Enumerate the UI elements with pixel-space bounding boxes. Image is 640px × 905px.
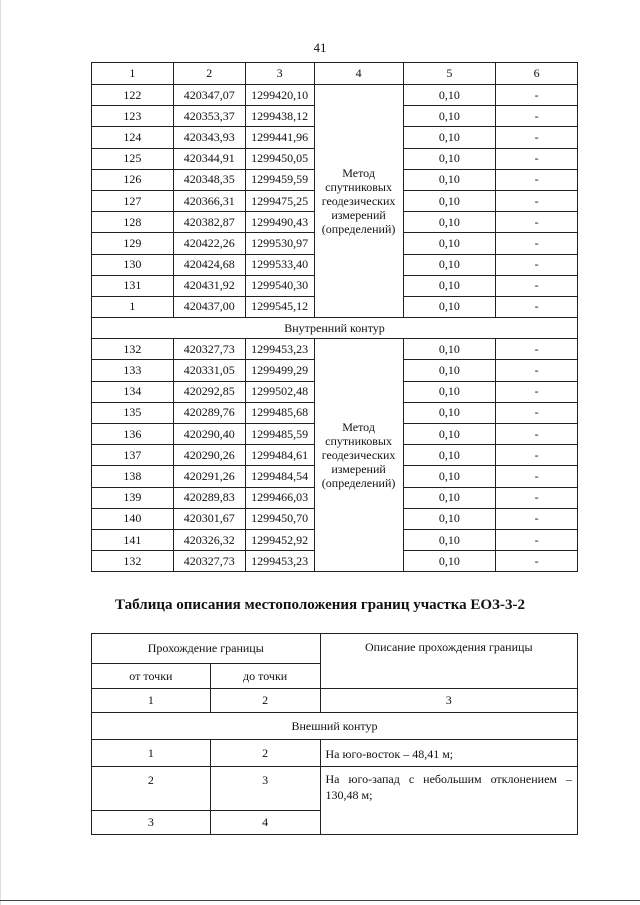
point-number: 1 <box>92 296 174 317</box>
coordinate-x: 420347,07 <box>173 85 245 106</box>
point-number: 136 <box>92 424 174 445</box>
accuracy: 0,10 <box>403 445 496 466</box>
note: - <box>496 529 578 550</box>
accuracy: 0,10 <box>403 487 496 508</box>
page-edge-mark <box>0 0 1 905</box>
coordinate-y: 1299484,54 <box>245 466 314 487</box>
coordinate-x: 420292,85 <box>173 381 245 402</box>
coordinate-y: 1299453,23 <box>245 339 314 360</box>
boundary-description: На юго-запад с небольшим отклонением – 130,48 м; <box>320 767 577 835</box>
accuracy: 0,10 <box>403 529 496 550</box>
point-number: 133 <box>92 360 174 381</box>
page-bottom-line <box>0 900 640 901</box>
coordinate-x: 420422,26 <box>173 233 245 254</box>
note: - <box>496 190 578 211</box>
coordinate-y: 1299452,92 <box>245 529 314 550</box>
coordinate-y: 1299485,59 <box>245 424 314 445</box>
accuracy: 0,10 <box>403 339 496 360</box>
coordinates-table <box>91 62 578 572</box>
outer-contour-label: Внешний контур <box>92 713 578 740</box>
column-number: 3 <box>245 63 314 85</box>
coordinate-x: 420327,73 <box>173 339 245 360</box>
coordinate-x: 420327,73 <box>173 551 245 572</box>
accuracy: 0,10 <box>403 85 496 106</box>
coordinate-y: 1299502,48 <box>245 381 314 402</box>
coordinate-y: 1299466,03 <box>245 487 314 508</box>
point-number: 132 <box>92 339 174 360</box>
boundary-description-table <box>91 633 578 835</box>
point-number: 128 <box>92 212 174 233</box>
accuracy: 0,10 <box>403 381 496 402</box>
column-number: 2 <box>173 63 245 85</box>
point-number: 130 <box>92 254 174 275</box>
point-number: 125 <box>92 148 174 169</box>
header-to-point: до точки <box>210 664 320 689</box>
note: - <box>496 381 578 402</box>
coordinate-y: 1299540,30 <box>245 275 314 296</box>
coordinate-y: 1299441,96 <box>245 127 314 148</box>
coordinate-y: 1299545,12 <box>245 296 314 317</box>
note: - <box>496 106 578 127</box>
accuracy: 0,10 <box>403 233 496 254</box>
coordinate-x: 420331,05 <box>173 360 245 381</box>
point-number: 129 <box>92 233 174 254</box>
accuracy: 0,10 <box>403 148 496 169</box>
point-number: 135 <box>92 402 174 423</box>
column-number: 3 <box>320 689 577 713</box>
coordinate-y: 1299438,12 <box>245 106 314 127</box>
coordinate-x: 420343,93 <box>173 127 245 148</box>
coordinate-x: 420290,26 <box>173 445 245 466</box>
table-row <box>92 85 578 106</box>
note: - <box>496 424 578 445</box>
page-number: 41 <box>313 40 327 55</box>
point-number: 134 <box>92 381 174 402</box>
column-number: 2 <box>210 689 320 713</box>
point-number: 137 <box>92 445 174 466</box>
coordinate-x: 420290,40 <box>173 424 245 445</box>
point-number: 126 <box>92 169 174 190</box>
note: - <box>496 148 578 169</box>
coordinate-y: 1299533,40 <box>245 254 314 275</box>
note: - <box>496 339 578 360</box>
from-point: 1 <box>92 740 211 767</box>
table-header-row <box>92 63 578 85</box>
point-number: 127 <box>92 190 174 211</box>
coordinate-x: 420291,26 <box>173 466 245 487</box>
coordinate-x: 420301,67 <box>173 508 245 529</box>
note: - <box>496 85 578 106</box>
coordinate-x: 420382,87 <box>173 212 245 233</box>
accuracy: 0,10 <box>403 360 496 381</box>
point-number: 131 <box>92 275 174 296</box>
column-number: 5 <box>403 63 496 85</box>
accuracy: 0,10 <box>403 402 496 423</box>
coordinate-x: 420353,37 <box>173 106 245 127</box>
point-number: 123 <box>92 106 174 127</box>
coordinate-y: 1299475,25 <box>245 190 314 211</box>
accuracy: 0,10 <box>403 254 496 275</box>
column-number: 1 <box>92 63 174 85</box>
header-passage: Прохождение границы <box>92 634 321 664</box>
note: - <box>496 296 578 317</box>
note: - <box>496 466 578 487</box>
note: - <box>496 275 578 296</box>
column-number: 6 <box>496 63 578 85</box>
coordinate-x: 420431,92 <box>173 275 245 296</box>
note: - <box>496 508 578 529</box>
note: - <box>496 254 578 275</box>
from-point: 2 <box>92 767 211 811</box>
coordinate-x: 420289,76 <box>173 402 245 423</box>
point-number: 140 <box>92 508 174 529</box>
accuracy: 0,10 <box>403 296 496 317</box>
from-point: 3 <box>92 811 211 835</box>
note: - <box>496 487 578 508</box>
note: - <box>496 169 578 190</box>
accuracy: 0,10 <box>403 212 496 233</box>
to-point: 2 <box>210 740 320 767</box>
accuracy: 0,10 <box>403 190 496 211</box>
coordinate-y: 1299450,05 <box>245 148 314 169</box>
accuracy: 0,10 <box>403 424 496 445</box>
coordinate-y: 1299453,23 <box>245 551 314 572</box>
accuracy: 0,10 <box>403 127 496 148</box>
coordinate-x: 420289,83 <box>173 487 245 508</box>
coordinate-y: 1299490,43 <box>245 212 314 233</box>
accuracy: 0,10 <box>403 275 496 296</box>
coordinate-x: 420437,00 <box>173 296 245 317</box>
accuracy: 0,10 <box>403 508 496 529</box>
point-number: 124 <box>92 127 174 148</box>
note: - <box>496 402 578 423</box>
note: - <box>496 551 578 572</box>
coordinate-y: 1299484,61 <box>245 445 314 466</box>
note: - <box>496 127 578 148</box>
coordinate-x: 420424,68 <box>173 254 245 275</box>
coordinate-x: 420348,35 <box>173 169 245 190</box>
coordinate-x: 420366,31 <box>173 190 245 211</box>
column-number: 4 <box>314 63 403 85</box>
coordinate-x: 420326,32 <box>173 529 245 550</box>
note: - <box>496 212 578 233</box>
point-number: 132 <box>92 551 174 572</box>
point-number: 138 <box>92 466 174 487</box>
point-number: 139 <box>92 487 174 508</box>
accuracy: 0,10 <box>403 551 496 572</box>
note: - <box>496 360 578 381</box>
coordinate-x: 420344,91 <box>173 148 245 169</box>
to-point: 3 <box>210 767 320 811</box>
boundary-description: На юго-восток – 48,41 м; <box>320 740 577 767</box>
coordinate-y: 1299459,59 <box>245 169 314 190</box>
point-number: 122 <box>92 85 174 106</box>
coordinate-y: 1299499,29 <box>245 360 314 381</box>
coordinate-y: 1299420,10 <box>245 85 314 106</box>
note: - <box>496 233 578 254</box>
inner-contour-row <box>92 318 578 339</box>
accuracy: 0,10 <box>403 466 496 487</box>
accuracy: 0,10 <box>403 169 496 190</box>
header-description: Описание прохождения границы <box>320 634 577 689</box>
table-row <box>92 339 578 360</box>
note: - <box>496 445 578 466</box>
to-point: 4 <box>210 811 320 835</box>
point-number: 141 <box>92 529 174 550</box>
method-cell-inner: Метод спутниковых геодезических измерений (определений) <box>314 339 403 572</box>
coordinate-y: 1299450,70 <box>245 508 314 529</box>
header-from-point: от точки <box>92 664 211 689</box>
boundary-table-title: Таблица описания местоположения границ участка ЕОЗ-3-2 <box>115 597 525 613</box>
accuracy: 0,10 <box>403 106 496 127</box>
method-cell-outer: Метод спутниковых геодезических измерений (определений) <box>314 85 403 318</box>
coordinate-y: 1299485,68 <box>245 402 314 423</box>
column-number: 1 <box>92 689 211 713</box>
inner-contour-label: Внутренний контур <box>92 318 578 339</box>
coordinate-y: 1299530,97 <box>245 233 314 254</box>
